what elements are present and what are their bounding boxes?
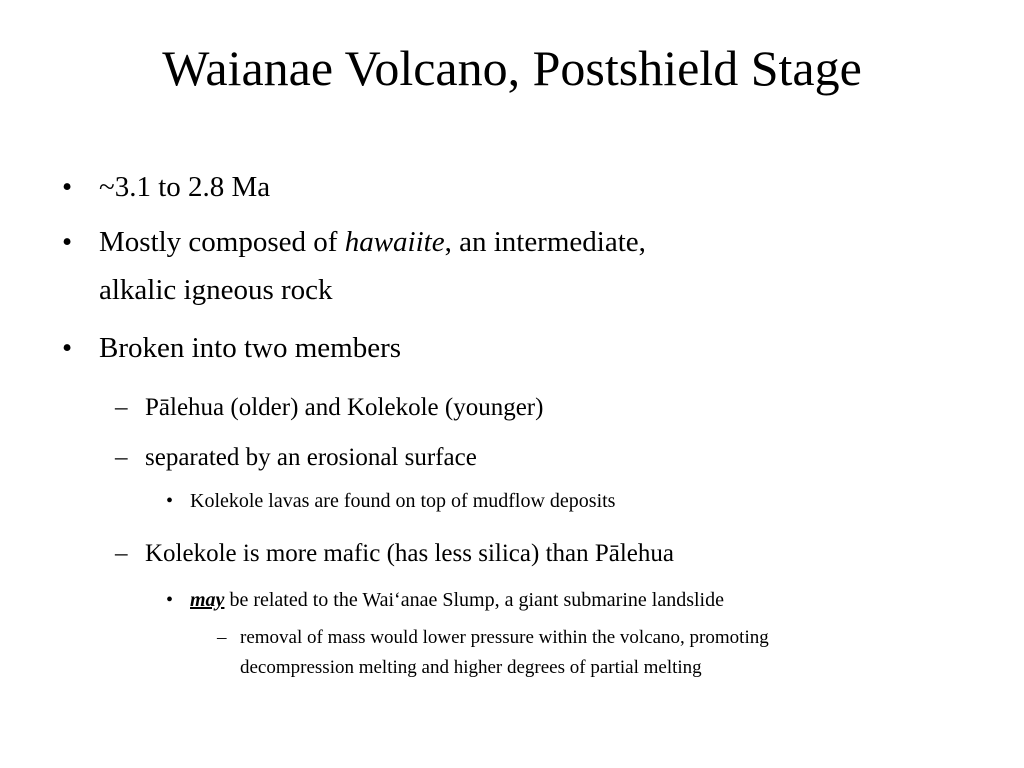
dash-marker: – [115,540,128,567]
level4-mass-removal-continued: decompression melting and higher degrees of partial melting [240,657,702,678]
bullet-marker: • [166,490,174,512]
bullet-marker: • [62,332,73,364]
composition-suffix: , an intermediate, [444,226,646,258]
composition-rock-type: hawaiite [344,226,445,258]
sub-sub-bullet-slump [190,585,724,615]
dash-marker: – [115,444,128,471]
sub-bullet-erosional-surface: separated by an erosional surface [145,444,477,471]
bullet-members: Broken into two members [99,332,402,364]
dash-marker: – [115,394,128,421]
sub-bullet-mafic: Kolekole is more mafic (has less silica) than Pālehua [145,540,675,567]
slump-text: be related to the Wai‘anae Slump, a giant submarine landslide [224,589,724,611]
sub-bullet-members-names: Pālehua (older) and Kolekole (younger) [145,394,544,421]
level4-mass-removal: removal of mass would lower pressure within the volcano, promoting [240,627,769,648]
bullet-marker: • [62,226,73,258]
sub-sub-bullet-mudflow: Kolekole lavas are found on top of mudflow deposits [190,490,616,512]
bullet-marker: • [62,171,73,203]
dash-marker: – [217,627,227,648]
bullet-composition-continued: alkalic igneous rock [99,274,333,306]
bullet-age: ~3.1 to 2.8 Ma [99,171,271,203]
slide-title: Waianae Volcano, Postshield Stage [162,40,862,96]
bullet-marker: • [166,589,174,611]
composition-prefix: Mostly composed of [99,226,345,258]
slump-emphasis: may [190,589,225,611]
bullet-composition [99,218,646,266]
